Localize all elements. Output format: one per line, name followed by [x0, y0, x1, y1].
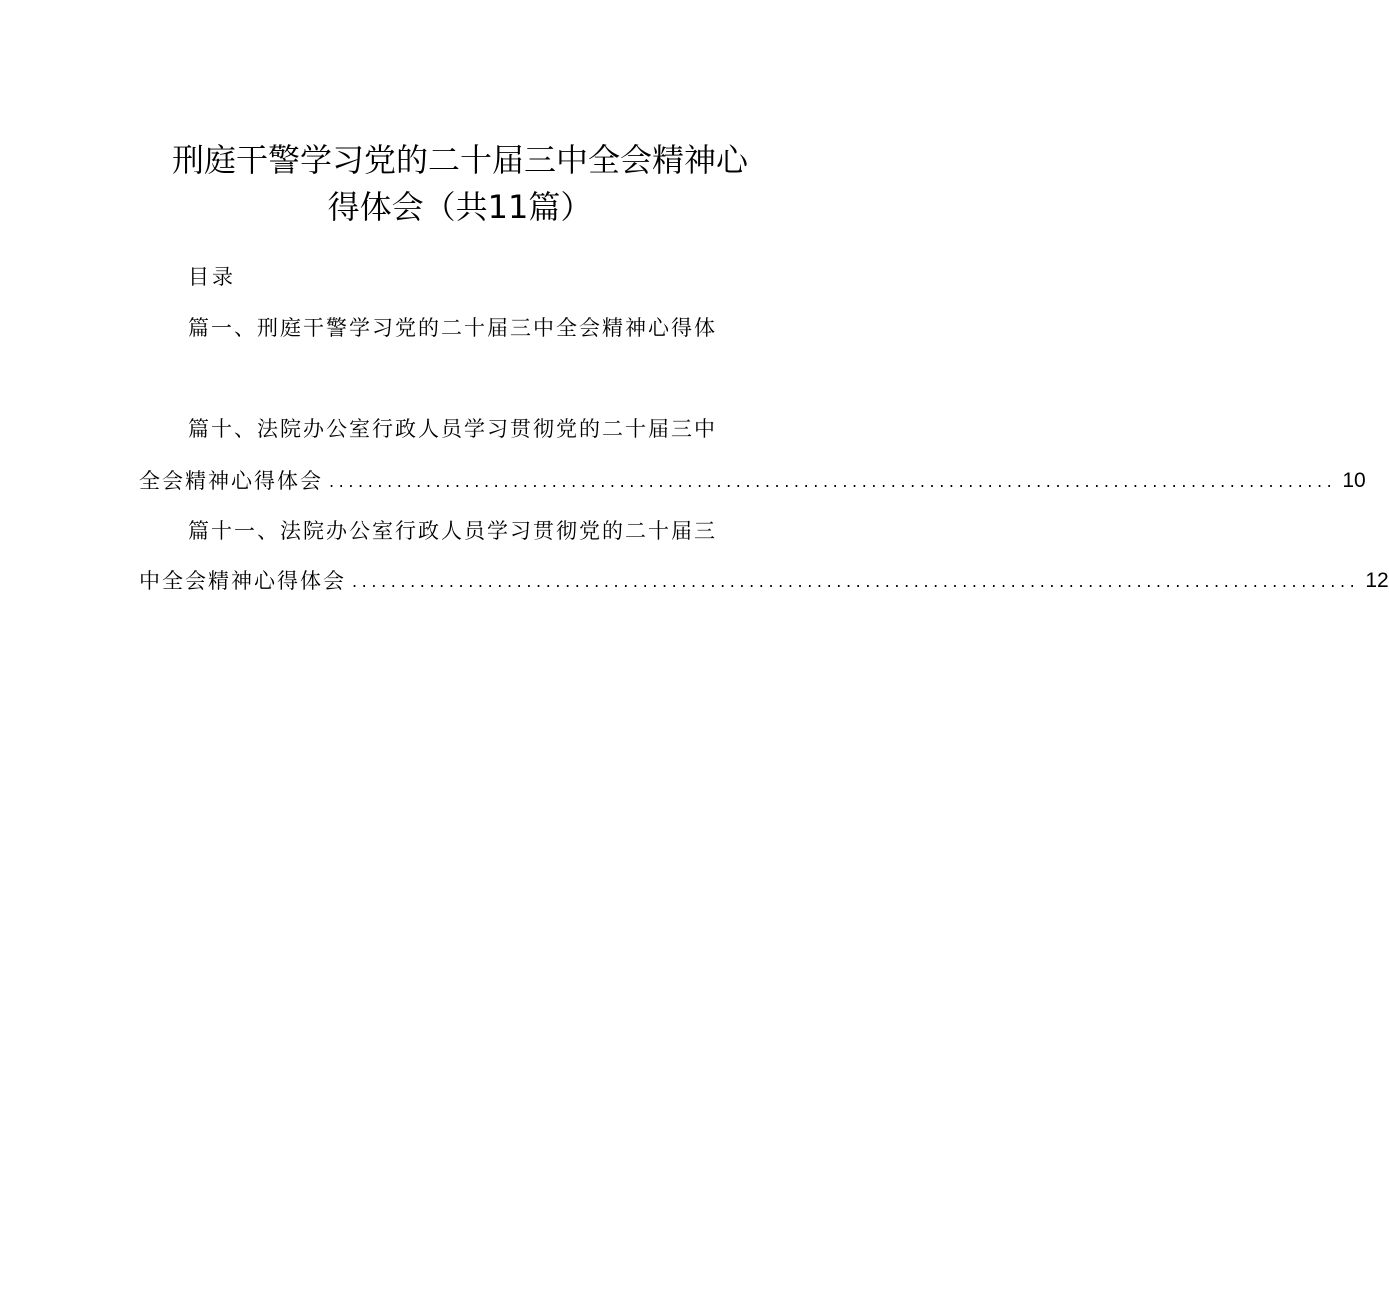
toc-heading: 目录 [188, 265, 236, 289]
toc-entry-1[interactable]: 篇一、刑庭干警学习党的二十届三中全会精神心得体 [188, 316, 717, 340]
toc-entry-10-line-2[interactable] [139, 466, 1366, 496]
toc-entry-11-line-1[interactable]: 篇十一、法院办公室行政人员学习贯彻党的二十届三 [188, 519, 717, 543]
toc-entry-11-page-number: 12 [1365, 569, 1389, 592]
toc-leader-dots: ........................................................................................................ [352, 572, 1360, 591]
document-title-line-2: 得体会（共11篇） [327, 188, 593, 226]
toc-entry-10-text: 全会精神心得体会 [139, 469, 323, 493]
toc-leader-dots: ........................................................................................................ [329, 472, 1337, 491]
toc-entry-11-line-2[interactable] [139, 566, 1389, 596]
toc-entry-11-text: 中全会精神心得体会 [139, 569, 346, 593]
toc-entry-10-line-1[interactable]: 篇十、法院办公室行政人员学习贯彻党的二十届三中 [188, 417, 717, 441]
toc-entry-10-page-number: 10 [1342, 469, 1366, 492]
document-title-line-1: 刑庭干警学习党的二十届三中全会精神心 [171, 141, 748, 179]
